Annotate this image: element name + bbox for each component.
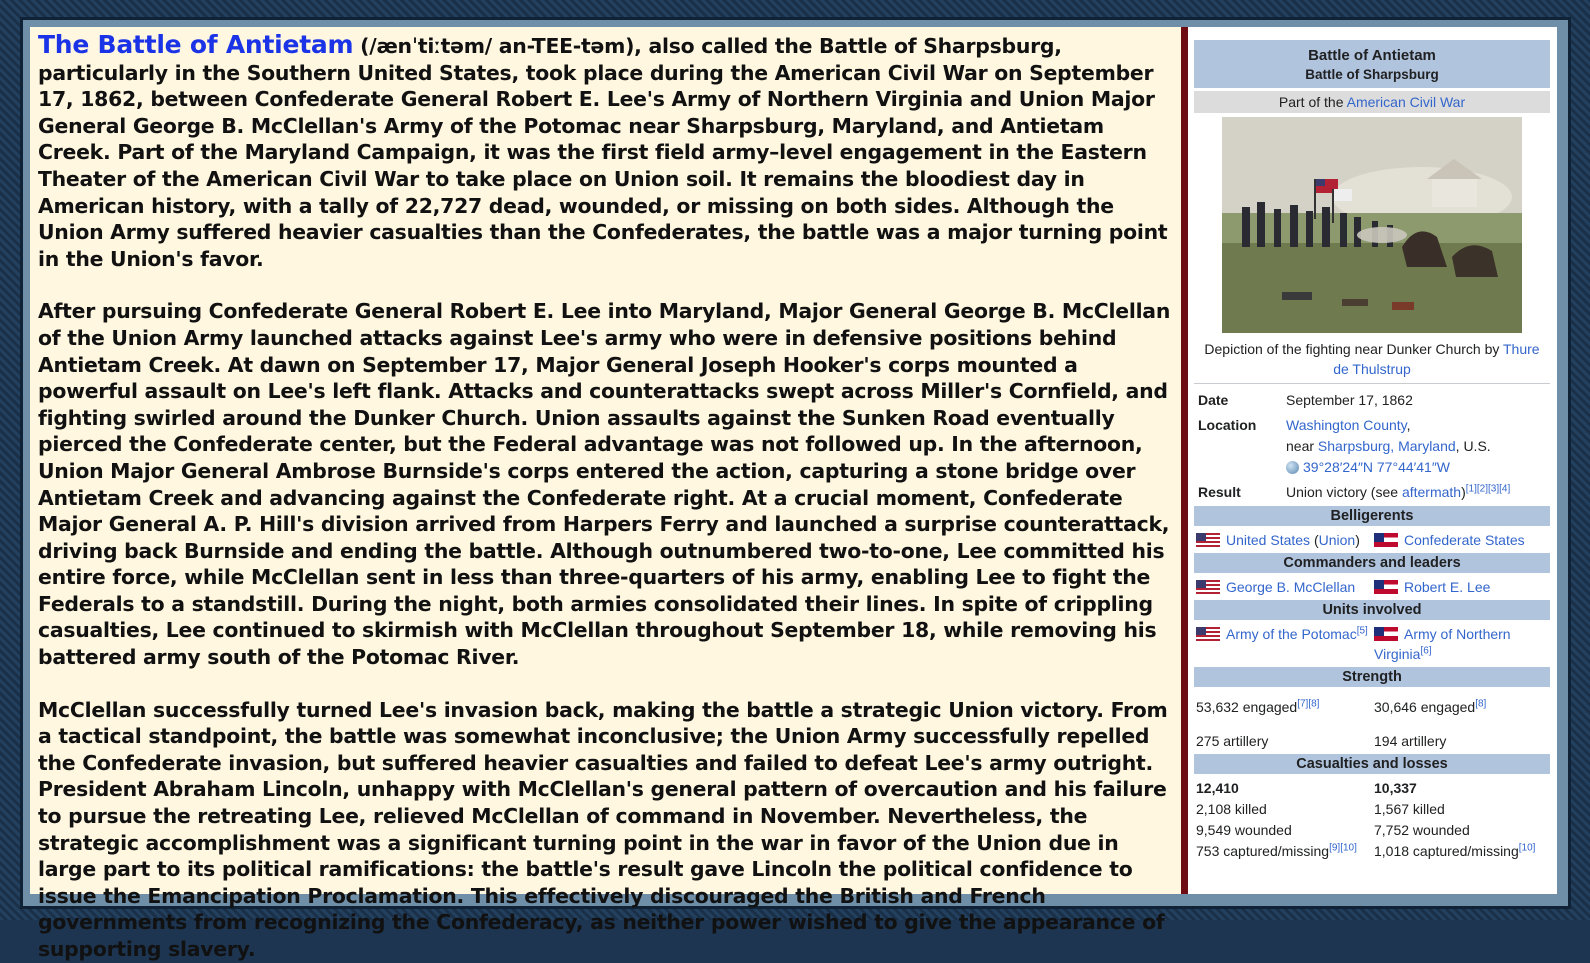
unit-confederate: [1372, 624, 1550, 664]
commanders-row: [1194, 577, 1550, 597]
confederate-flag-icon: [1374, 533, 1398, 547]
battle-image-box: [1194, 117, 1550, 336]
belligerent-union: [1194, 530, 1372, 550]
paren-open: (: [1310, 532, 1319, 548]
paragraph-2: After pursuing Confederate General Robert E. Lee into Maryland, Major General George B. McClellan of the Union Army launched attacks against Lee's army who were in defensive positions behind Antietam Creek. At dawn on September 17, Major General Joseph Hooker's corps mounted a powerful assault on Lee's left flank. Attacks and counterattacks swept across Miller's Cornfield, and fighting swirled around the Dunker Church. Union assaults against the Sunken Road eventually pierced the Confederate center, but the Federal advantage was not followed up. In the afternoon, Union Major General Ambrose Burnside's corps entered the action, capturing a stone bridge over Antietam Creek and advancing against the Confederate right. At a crucial moment, Confederate Major General A. P. Hill's division arrived from Harpers Ferry and launched a surprise counterattack, driving back Burnside and ending the battle. Although outnumbered two-to-one, Lee committed his entire force, while McClellan sent in less than three-quarters of his army, enabling Lee to fight the Federals to a standstill. During the night, both armies consolidated their lines. In spite of crippling casualties, Lee continued to skirmish with McClellan throughout September 18, while removing his battered army south of the Potomac River.: [38, 299, 1171, 670]
casualties-confederate-killed: 1,567 killed: [1374, 801, 1445, 817]
american-civil-war-link[interactable]: American Civil War: [1346, 94, 1466, 110]
paren-close: ): [1355, 532, 1360, 548]
commanders-header: Commanders and leaders: [1194, 553, 1550, 573]
infobox-title-main: Battle of Antietam: [1308, 47, 1436, 64]
casualties-union-wounded: 9,549 wounded: [1196, 822, 1292, 838]
mcclellan-link[interactable]: George B. McClellan: [1226, 579, 1356, 595]
result-close: ): [1461, 484, 1466, 500]
result-row: [1194, 482, 1550, 503]
location-near: near: [1286, 438, 1318, 454]
casualties-confederate-ref[interactable]: [10]: [1518, 842, 1536, 854]
battle-painting-image[interactable]: [1222, 117, 1522, 333]
commander-confederate: [1372, 577, 1550, 597]
casualties-confederate-captured: 1,018 captured/missing: [1374, 843, 1519, 859]
strength-union-artillery: 275 artillery: [1196, 733, 1269, 749]
belligerents-row: [1194, 530, 1550, 550]
strength-confederate: [1372, 697, 1550, 751]
infobox-panel: [1188, 27, 1557, 894]
infobox-title: [1194, 40, 1550, 88]
article-title: The Battle of Antietam: [38, 30, 354, 59]
strength-union: [1194, 697, 1372, 751]
sharpsburg-link[interactable]: Sharpsburg, Maryland: [1317, 438, 1456, 454]
infobox: [1194, 40, 1550, 864]
units-row: [1194, 624, 1550, 664]
image-caption: [1194, 336, 1550, 379]
us-flag-icon: [1196, 627, 1220, 641]
date-value: September 17, 1862: [1286, 392, 1413, 408]
unit-union: [1194, 624, 1372, 664]
lee-link[interactable]: Robert E. Lee: [1404, 579, 1491, 595]
casualties-confederate-total: 10,337: [1374, 780, 1417, 796]
confederate-flag-icon: [1374, 627, 1398, 641]
us-flag-icon: [1196, 533, 1220, 547]
result-refs[interactable]: [1][2][3][4]: [1465, 483, 1511, 495]
unit-confederate-ref[interactable]: [6]: [1420, 645, 1432, 657]
army-of-northern-virginia-link[interactable]: Army of Northern Virginia: [1374, 626, 1511, 662]
paragraph-1-text: (/ænˈtiːtəm/ an-TEE-təm), also called the Battle of Sharpsburg, particularly in the Southern United States, took place during the American Civil War on September 17, 1862, between Confederate General Robert E. Lee's Army of Northern Virginia and Union Major General George B. McClellan's Army of the Potomac near Sharpsburg, Maryland, and Antietam Creek. Part of the Maryland Campaign, it was the first field army–level engagement in the Eastern Theater of the American Civil War to take place on Union soil. It remains the bloodiest day in American history, with a tally of 22,727 dead, wounded, or missing on both sides. Although the Union Army suffered heavier casualties than the Confederates, the battle was a major turning point in the Union's favor.: [38, 34, 1168, 271]
infobox-separator: [1194, 383, 1550, 384]
casualties-union-captured: 753 captured/missing: [1196, 843, 1330, 859]
strength-header: Strength: [1194, 667, 1550, 687]
casualties-row: [1194, 778, 1550, 862]
unit-union-ref[interactable]: [5]: [1356, 625, 1368, 637]
part-of-label: Part of the: [1278, 94, 1347, 110]
location-country: , U.S.: [1455, 438, 1491, 454]
casualties-union-total: 12,410: [1196, 780, 1239, 796]
strength-confederate-artillery: 194 artillery: [1374, 733, 1447, 749]
casualties-confederate-wounded: 7,752 wounded: [1374, 822, 1470, 838]
caption-text: Depiction of the fighting near Dunker Church by: [1204, 341, 1503, 357]
commander-union: [1194, 577, 1372, 597]
confederate-states-link[interactable]: Confederate States: [1404, 532, 1525, 548]
strength-row: [1194, 697, 1550, 751]
casualties-union: [1194, 778, 1372, 862]
thure-de-thulstrup-link[interactable]: Thure de Thulstrup: [1333, 341, 1540, 377]
strength-confederate-ref[interactable]: [8]: [1475, 698, 1487, 710]
strength-union-ref[interactable]: [7][8]: [1297, 698, 1320, 710]
result-value: [1286, 482, 1550, 503]
location-value: [1286, 415, 1550, 478]
date-row: [1194, 390, 1550, 411]
location-comma: ,: [1406, 417, 1411, 433]
column-divider: [1181, 27, 1188, 894]
casualties-union-ref[interactable]: [9][10]: [1329, 842, 1357, 854]
infobox-subtitle: Battle of Sharpsburg: [1305, 67, 1439, 82]
result-label: Result: [1198, 484, 1241, 500]
confederate-flag-icon: [1374, 580, 1398, 594]
strength-union-engaged: 53,632 engaged: [1196, 699, 1298, 715]
union-link[interactable]: Union: [1318, 532, 1356, 548]
casualties-header: Casualties and losses: [1194, 754, 1550, 774]
date-label: Date: [1198, 392, 1229, 408]
belligerent-confederate: [1372, 530, 1550, 550]
paragraph-1: [38, 32, 1173, 272]
globe-icon: [1286, 461, 1299, 474]
battle-painting-svg: [1222, 117, 1522, 333]
united-states-link[interactable]: United States: [1226, 532, 1311, 548]
us-flag-icon: [1196, 580, 1220, 594]
coordinates-link[interactable]: 39°28′24″N 77°44′41″W: [1303, 459, 1451, 475]
belligerents-header: Belligerents: [1194, 506, 1550, 526]
strength-confederate-engaged: 30,646 engaged: [1374, 699, 1476, 715]
result-text: Union victory (see: [1286, 484, 1402, 500]
army-of-potomac-link[interactable]: Army of the Potomac: [1226, 626, 1357, 642]
paragraph-3: McClellan successfully turned Lee's invasion back, making the battle a strategic Union victory. From a tactical standpoint, the battle was somewhat inconclusive; the Union Army successfully repelled the Confederate invasion, but suffered heavier casualties and failed to defeat Lee's army outright. President Abraham Lincoln, unhappy with McClellan's general pattern of overcaution and his failure to pursue the retreating Lee, relieved McClellan of command in November. Nevertheless, the strategic accomplishment was a significant turning point in the war in favor of the Union due in large part to its political ramifications: the battle's result gave Lincoln the political confidence to issue the Emancipation Proclamation. This effectively discouraged the British and French governments from recognizing the Confederacy, as neither power wished to give the appearance of supporting slavery.: [38, 697, 1168, 961]
aftermath-link[interactable]: aftermath: [1401, 484, 1462, 500]
article-text: [30, 27, 1181, 961]
part-of: [1194, 91, 1550, 113]
location-label: Location: [1198, 417, 1257, 433]
location-row: [1194, 415, 1550, 478]
casualties-union-killed: 2,108 killed: [1196, 801, 1267, 817]
casualties-confederate: [1372, 778, 1550, 862]
washington-county-link[interactable]: Washington County: [1286, 417, 1407, 433]
units-header: Units involved: [1194, 600, 1550, 620]
